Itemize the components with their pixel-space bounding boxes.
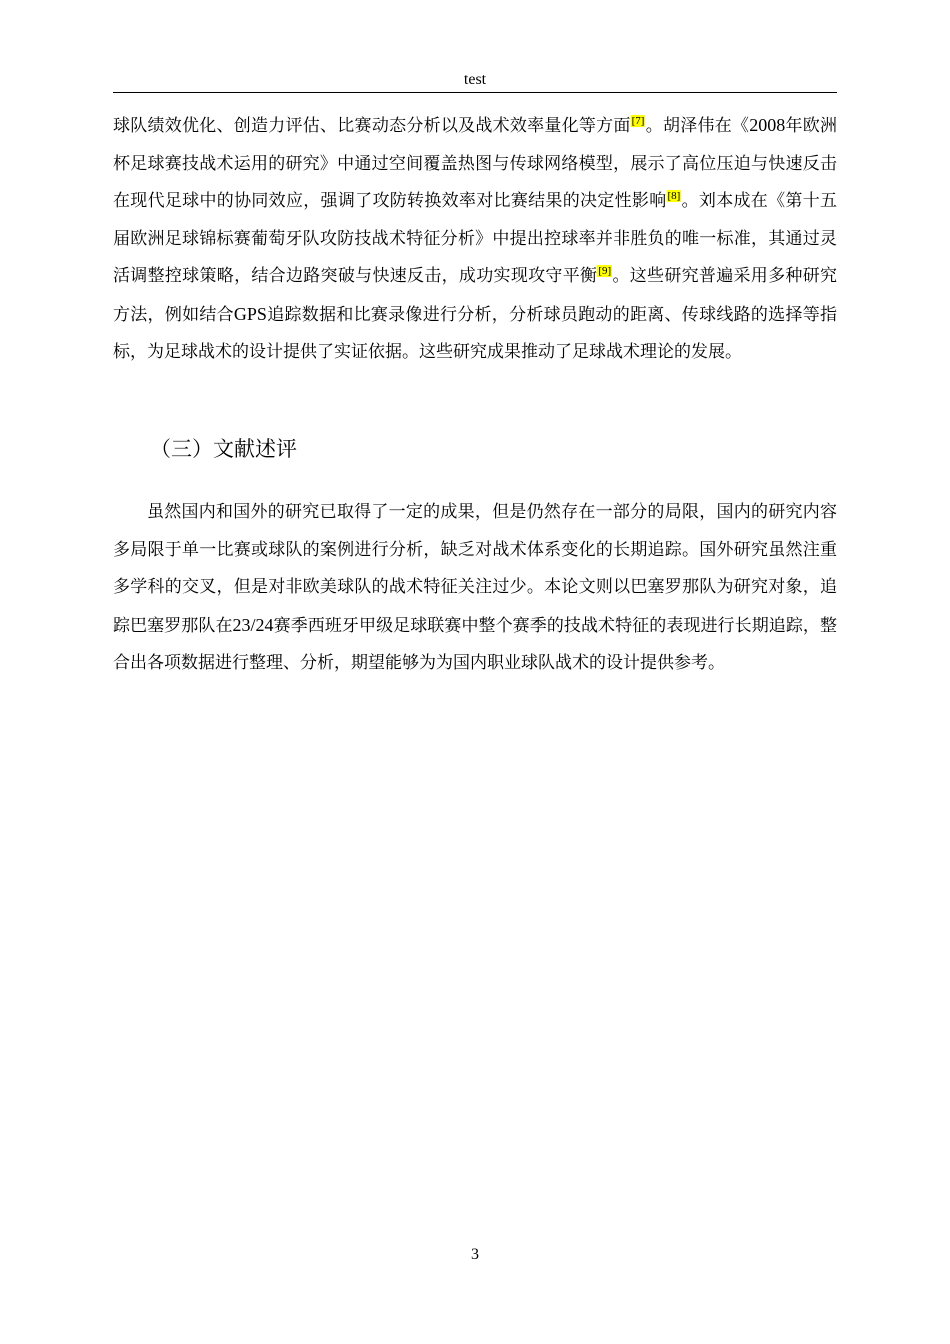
text-segment: 赛季西班牙甲级足球联赛中整个赛季的技战术特征的表现进行长期追踪，整合出各项数据进行整理、分析，期望能够为为国内职业球队战术的设计提供参考。 bbox=[113, 615, 838, 673]
text-segment: 球队绩效优化、创造力评估、比赛动态分析以及战术效率量化等方面 bbox=[113, 116, 631, 136]
body-paragraph-commentary bbox=[113, 494, 837, 683]
page-number: 3 bbox=[471, 1246, 479, 1263]
text-segment: 追踪数据和比赛录像进行分析，分析球员跑动的距离、传球线路的选择等指标，为足球战术的设计提供了实证依据。这些研究成果推动了足球战术理论的发展。 bbox=[113, 304, 838, 362]
text-segment: 。这些研究普遍采用多种研究方法，例如结合 bbox=[113, 266, 837, 325]
citation-9[interactable]: [9] bbox=[598, 265, 612, 278]
page-header: test bbox=[463, 71, 487, 88]
header-rule bbox=[113, 92, 837, 93]
text-segment: 。刘本成在《第十五届欧洲足球锦标赛葡萄牙队攻防技战术特征分析》中提出控球率并非胜负的唯一标准，其通过灵活调整控球策略，结合边路突破与快速反击，成功实现攻守平衡 bbox=[113, 191, 837, 286]
body-paragraph-review bbox=[113, 107, 837, 372]
citation-7[interactable]: [7] bbox=[631, 115, 645, 128]
text-segment: 虽然国内和国外的研究已取得了一定的成果，但是仍然存在一部分的局限，国内的研究内容多局限于单一比赛或球队的案例进行分析，缺乏对战术体系变化的长期追踪。国外研究虽然注重多学科的交叉，但是对非欧美球队的战术特征关注过少。本论文则以巴塞罗那队为研究对象，追踪巴塞罗那队在 bbox=[113, 502, 837, 636]
section-heading: （三）文献述评 bbox=[150, 437, 297, 461]
text-segment: 年欧洲杯足球赛技战术运用的研究》中通过空间覆盖热图与传球网络模型，展示了高位压迫与快速反击在现代足球中的协同效应，强调了攻防转换效率对比赛结果的决定性影响 bbox=[113, 116, 838, 211]
year-number: 2008 bbox=[749, 115, 786, 135]
citation-8[interactable]: [8] bbox=[667, 190, 681, 203]
season-number: 23/24 bbox=[232, 614, 274, 635]
text-segment: 。胡泽伟在《 bbox=[645, 116, 750, 136]
gps-term: GPS bbox=[233, 303, 267, 324]
